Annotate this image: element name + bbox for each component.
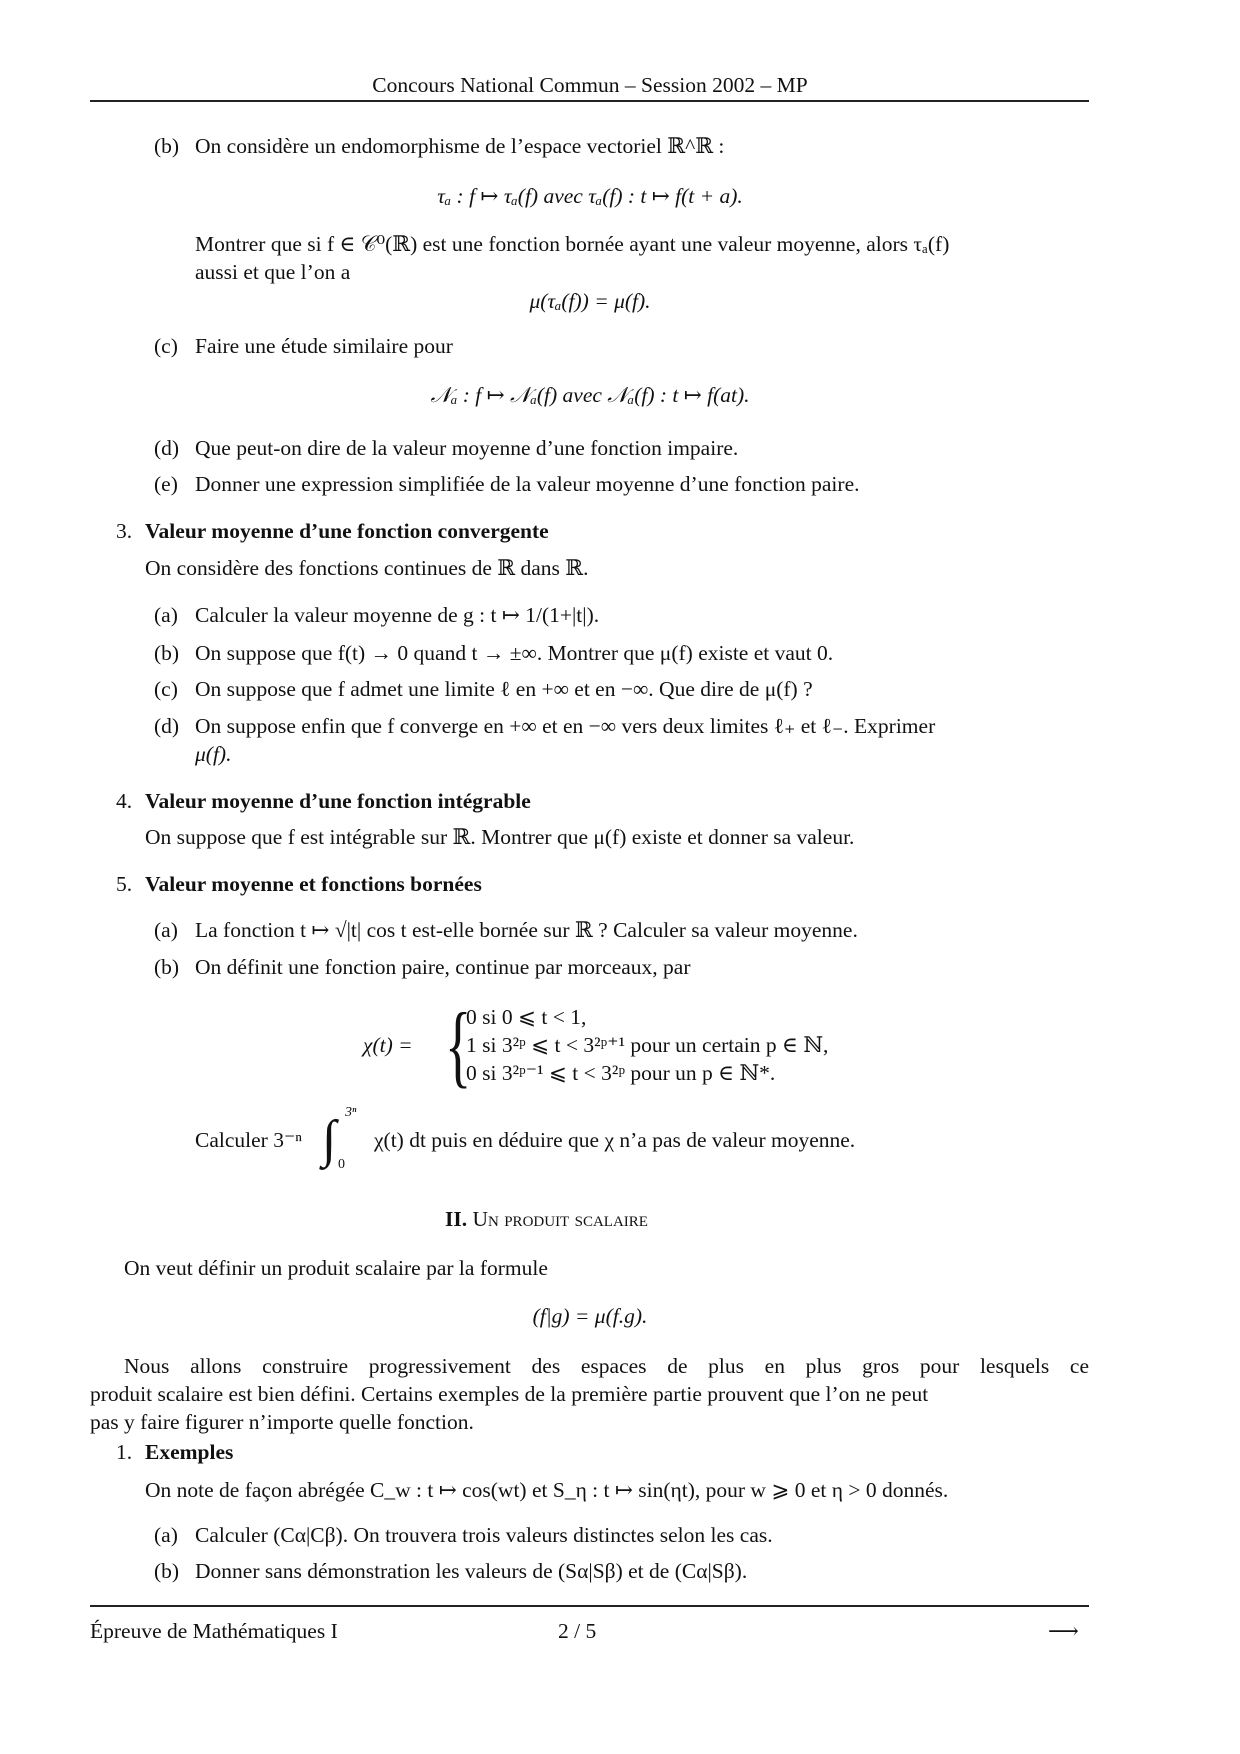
formula: (f|g) = μ(f.g). bbox=[532, 1304, 648, 1328]
section-number: 4. bbox=[116, 789, 133, 813]
formula: μ(τₐ(f)) = μ(f). bbox=[529, 289, 651, 313]
paragraph-line: produit scalaire est bien défini. Certains exemples de la première partie prouvent que l’on ne peut bbox=[90, 1382, 929, 1406]
section-title: Valeur moyenne d’une fonction convergente bbox=[145, 519, 549, 543]
integral-lower: 0 bbox=[338, 1157, 345, 1172]
section-intro: On considère des fonctions continues de ℝ dans ℝ. bbox=[145, 556, 589, 580]
section-intro: On suppose que f est intégrable sur ℝ. Montrer que μ(f) existe et donner sa valeur. bbox=[145, 825, 855, 849]
page-number: 2 / 5 bbox=[558, 1619, 597, 1643]
integral-sign: ∫ bbox=[322, 1111, 337, 1168]
paragraph-line: pas y faire figurer n’importe quelle fonction. bbox=[90, 1410, 474, 1434]
chi-lhs: χ(t) = bbox=[363, 1033, 413, 1057]
case-line: 0 si 3²ᵖ⁻¹ ⩽ t < 3²ᵖ pour un p ∈ ℕ*. bbox=[466, 1061, 776, 1085]
part-number: II. bbox=[445, 1207, 468, 1231]
item-label: (b) bbox=[154, 1559, 180, 1583]
case-line: 1 si 3²ᵖ ⩽ t < 3²ᵖ⁺¹ pour un certain p ∈ ℕ, bbox=[466, 1033, 829, 1057]
section-title: Valeur moyenne d’une fonction intégrable bbox=[145, 789, 531, 813]
formula: τₐ : f ↦ τₐ(f) avec τₐ(f) : t ↦ f(t + a). bbox=[437, 184, 743, 208]
section-title: Exemples bbox=[145, 1440, 234, 1464]
item-label: (b) bbox=[154, 955, 180, 979]
question-text: On suppose enfin que f converge en +∞ et en −∞ vers deux limites ℓ₊ et ℓ₋. Exprimer bbox=[195, 714, 936, 738]
question-text: La fonction t ↦ √|t| cos t est-elle bornée sur ℝ ? Calculer sa valeur moyenne. bbox=[195, 918, 858, 942]
integral-upper: 3ⁿ bbox=[345, 1105, 357, 1120]
calc-suffix: χ(t) dt puis en déduire que χ n’a pas de valeur moyenne. bbox=[374, 1128, 856, 1152]
calc-prefix: Calculer 3⁻ⁿ bbox=[195, 1128, 303, 1152]
section-number: 1. bbox=[116, 1440, 133, 1464]
item-label: (d) bbox=[154, 436, 180, 460]
footer-rule bbox=[90, 1605, 1089, 1607]
question-text: Faire une étude similaire pour bbox=[195, 334, 453, 358]
section-title: Valeur moyenne et fonctions bornées bbox=[145, 872, 482, 896]
question-text: On suppose que f(t) → 0 quand t → ±∞. Montrer que μ(f) existe et vaut 0. bbox=[195, 641, 834, 665]
item-label: (e) bbox=[154, 472, 178, 496]
section-number: 5. bbox=[116, 872, 133, 896]
item-label: (c) bbox=[154, 334, 178, 358]
item-label: (a) bbox=[154, 603, 178, 627]
paragraph-line: Nous allons construire progressivement des espaces de plus en plus gros pour lesquels ce bbox=[124, 1354, 1089, 1378]
question-text: Calculer la valeur moyenne de g : t ↦ 1/(1+|t|). bbox=[195, 603, 600, 627]
next-page-arrow-icon: ⟶ bbox=[1048, 1619, 1079, 1643]
part-intro: On veut définir un produit scalaire par la formule bbox=[124, 1256, 548, 1280]
question-text: μ(f). bbox=[195, 742, 232, 766]
question-text: On considère un endomorphisme de l’espace vectoriel ℝ^ℝ : bbox=[195, 134, 725, 158]
item-label: (c) bbox=[154, 677, 178, 701]
section-intro: On note de façon abrégée C_w : t ↦ cos(wt) et S_η : t ↦ sin(ηt), pour w ⩾ 0 et η > 0 donnés. bbox=[145, 1478, 949, 1502]
question-text: aussi et que l’on a bbox=[195, 260, 351, 284]
footer-title: Épreuve de Mathématiques I bbox=[90, 1619, 338, 1643]
item-label: (b) bbox=[154, 641, 180, 665]
item-label: (a) bbox=[154, 918, 178, 942]
header-rule bbox=[90, 100, 1089, 102]
item-label: (b) bbox=[154, 134, 180, 158]
question-text: Calculer (Cα|Cβ). On trouvera trois valeurs distinctes selon les cas. bbox=[195, 1523, 773, 1547]
item-label: (d) bbox=[154, 714, 180, 738]
brace: { bbox=[444, 994, 472, 1096]
question-text: Montrer que si f ∈ 𝒞⁰(ℝ) est une fonction bornée ayant une valeur moyenne, alors τₐ(f) bbox=[195, 232, 950, 256]
section-number: 3. bbox=[116, 519, 133, 543]
question-text: On définit une fonction paire, continue par morceaux, par bbox=[195, 955, 691, 979]
question-text: Que peut-on dire de la valeur moyenne d’une fonction impaire. bbox=[195, 436, 739, 460]
question-text: On suppose que f admet une limite ℓ en +∞ et en −∞. Que dire de μ(f) ? bbox=[195, 677, 813, 701]
page-header: Concours National Commun – Session 2002 – MP bbox=[372, 73, 808, 97]
question-text: Donner une expression simplifiée de la valeur moyenne d’une fonction paire. bbox=[195, 472, 860, 496]
case-line: 0 si 0 ⩽ t < 1, bbox=[466, 1005, 587, 1029]
formula: 𝒩ₐ : f ↦ 𝒩ₐ(f) avec 𝒩ₐ(f) : t ↦ f(at). bbox=[430, 383, 750, 407]
item-label: (a) bbox=[154, 1523, 178, 1547]
part-title: Un produit scalaire bbox=[472, 1207, 648, 1231]
question-text: Donner sans démonstration les valeurs de (Sα|Sβ) et de (Cα|Sβ). bbox=[195, 1559, 748, 1583]
